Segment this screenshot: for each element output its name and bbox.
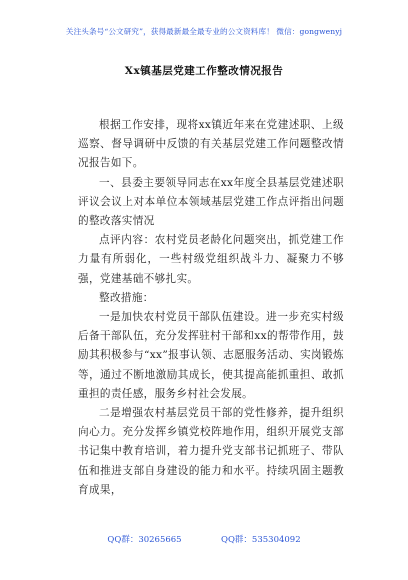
footer-qq-group-1: QQ群：30265665	[107, 535, 182, 545]
paragraph-intro: 根据工作安排，现将xx镇近年来在党建述职、上级巡察、督导调研中反馈的有关基层党建工作问题整改情况报告如下。	[78, 119, 344, 170]
document-body	[78, 116, 344, 500]
paragraph-measure-2: 二是增强农村基层党员干部的党性修养，提升组织向心力。充分发挥乡镇党校阵地作用，组织开展党支部书记集中教育培训，着力提升党支部书记抓班子、带队伍和推进支部自身建设的能力和水平。持续巩固主题教育成果，	[78, 407, 344, 496]
paragraph-measure-1: 一是加快农村党员干部队伍建设。进一步充实村级后备干部队伍，充分发挥驻村干部和xx的帮带作用，鼓励其积极参与“xx”报事认领、志愿服务活动、实岗锻炼等，通过不断地激励其成长，使其提高能抓重担、敢抓重担的责任感，服务乡村社会发展。	[78, 311, 344, 400]
footer-qq-group-2: QQ群：535304092	[221, 535, 301, 545]
document-title: Xx镇基层党建工作整改情况报告	[124, 65, 284, 77]
paragraph-review-content: 点评内容：农村党员老龄化问题突出，抓党建工作力量有所弱化，一些村级党组织战斗力、凝聚力不够强，党建基础不够扎实。	[78, 234, 344, 285]
paragraph-section-1: 一、县委主要领导同志在xx年度全县基层党建述职评议会议上对本单位本领域基层党建工作点评指出问题的整改落实情况	[78, 176, 344, 228]
header-promo-note: 关注头条号“公文研究”，获得最新最全最专业的公文资料库！ 微信：gongwenyj	[65, 27, 343, 36]
paragraph-measures-heading: 整改措施：	[99, 291, 154, 304]
footer-contact	[0, 533, 408, 545]
